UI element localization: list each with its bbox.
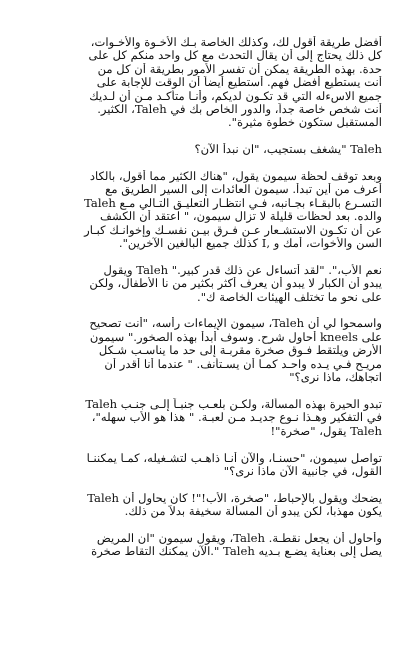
text-line: تبدو الحيرة بهذه المسألة، ولكـن بلعـب جنبـاً إلـى جنـب Taleh bbox=[85, 397, 382, 411]
text-line: أفضل طريقة أقول لك، وكذلك الخاصة بـك الأخـوة والأخـوات، bbox=[90, 36, 382, 49]
text-line: مريـح فـي يـده واحـد كمـا أن يسـتأنف. " عندما أنا أقدر أن bbox=[104, 357, 382, 371]
paragraph-5 bbox=[44, 317, 382, 384]
paragraph-7 bbox=[44, 452, 382, 479]
text-line: المستقبل ستكون خطوة مثيرة". bbox=[227, 116, 382, 130]
text-line: كل ذلك يحتاج إلى أن يقال التحدث مع كل واحد منكم كل على bbox=[88, 49, 382, 63]
text-line: يضحك ويقول بالإحباط، "صخرة، الأب!"! كان يحاول أن Taleh bbox=[87, 491, 382, 505]
text-line: تواصل سيمون، "حسنـا، والآن أنـا ذاهـب لتشـغيله، كمـا يمكننـا bbox=[86, 451, 382, 465]
text-line: واسمحوا لي أن Taleh، سيمون الإيماءات رأسه، "أنت تصحيح bbox=[89, 317, 382, 331]
text-line: جميع الاسءله التي قد تكـون لديكم، وأنـا متأكـد مـن أن لـديك bbox=[89, 89, 382, 103]
text-line: يصل إلى بعناية يضـع بـديه Taleh ".الآن يمكنك التقاط صخرة bbox=[91, 545, 382, 559]
paragraph-1 bbox=[44, 36, 382, 130]
text-line: القول، في جانبية الآن ماذا نرى؟" bbox=[223, 464, 382, 478]
text-line: التسـرع بالبقـاء بجـانبه، فـي انتظـار التعليـق التـالي مـع Taleh bbox=[84, 196, 382, 210]
text-line: وبعد توقف لحظة سيمون يقول، "هناك الكثير مما أقول، بالكاد bbox=[89, 170, 382, 184]
text-line: السن والأخوات، أمك و ,I كذلك جميع البالغين الآخرين". bbox=[118, 237, 382, 251]
paragraph-4 bbox=[44, 264, 382, 304]
text-line: في التفكير وهـذا نـوع جديـد مـن لعبـة. " هذا هو الأب سهله"، bbox=[91, 411, 382, 425]
paragraph-2 bbox=[44, 143, 382, 156]
text-line: نعم الأب،". "لقد أتساءل عن ذلك قدر كبير." Taleh ويقول bbox=[103, 263, 382, 277]
text-line: أنت يستطيع أفضل فهم. أستطيع أيضاً أن الوقت للإجابة على bbox=[96, 76, 382, 90]
text-line: حدة. بهذه الطريقة يمكن أن تفسر الأمور بطريقة أن كل من bbox=[97, 62, 382, 76]
text-line: أنت شخص خاصة جداً، والدور الخاص بك في Taleh، الكثير. bbox=[97, 103, 382, 117]
paragraph-8 bbox=[44, 492, 382, 519]
text-line: وأحاول أن يجعل نقطـة. Taleh، ويقول سيمون "ان المريض bbox=[96, 531, 382, 545]
text-line: Taleh يقول، "صخرة"! bbox=[270, 424, 382, 438]
paragraph-6 bbox=[44, 398, 382, 438]
text-line: أعرف من أين تبدأ. سيمون العائدات إلى السير الطريق مع bbox=[105, 183, 382, 197]
paragraph-9 bbox=[44, 532, 382, 559]
text-line: Taleh "يشغف بستجيب، "ان نبدأ الآن؟ bbox=[194, 143, 382, 157]
text-line: عن أن تكـون الاستشـعار عـن فـرق بيـن نفسـك وإخوانـك كبـار bbox=[84, 223, 382, 237]
text-line: على نحو ما تختلف الهيئات الخاصة ك". bbox=[197, 290, 382, 304]
text-line: على kneels أحاول شرح. وسوف أبدأ بهذه الصخور." سيمون bbox=[89, 330, 382, 344]
text-line: والده. بعد لحظات قليلة لا تزال سيمون، " اعتقد أن الكشف bbox=[99, 210, 382, 224]
document-page bbox=[44, 36, 382, 636]
text-line: يبدو أن الكبار لا يبدو أن يعرف أكثر بكثير من نا الأطفال، ولكن bbox=[89, 277, 382, 291]
text-line: الأرض ويلتقط فـوق صخرة مقربـة إلى حد ما يناسـب شـكل bbox=[98, 344, 382, 358]
paragraph-3 bbox=[44, 170, 382, 250]
text-line: اتجاهك، ماذا نرى؟" bbox=[289, 371, 382, 385]
text-line: يكون مهذبا، لكن يبدو أن المسألة سخيفة بدلاً من ذلك. bbox=[124, 505, 382, 519]
